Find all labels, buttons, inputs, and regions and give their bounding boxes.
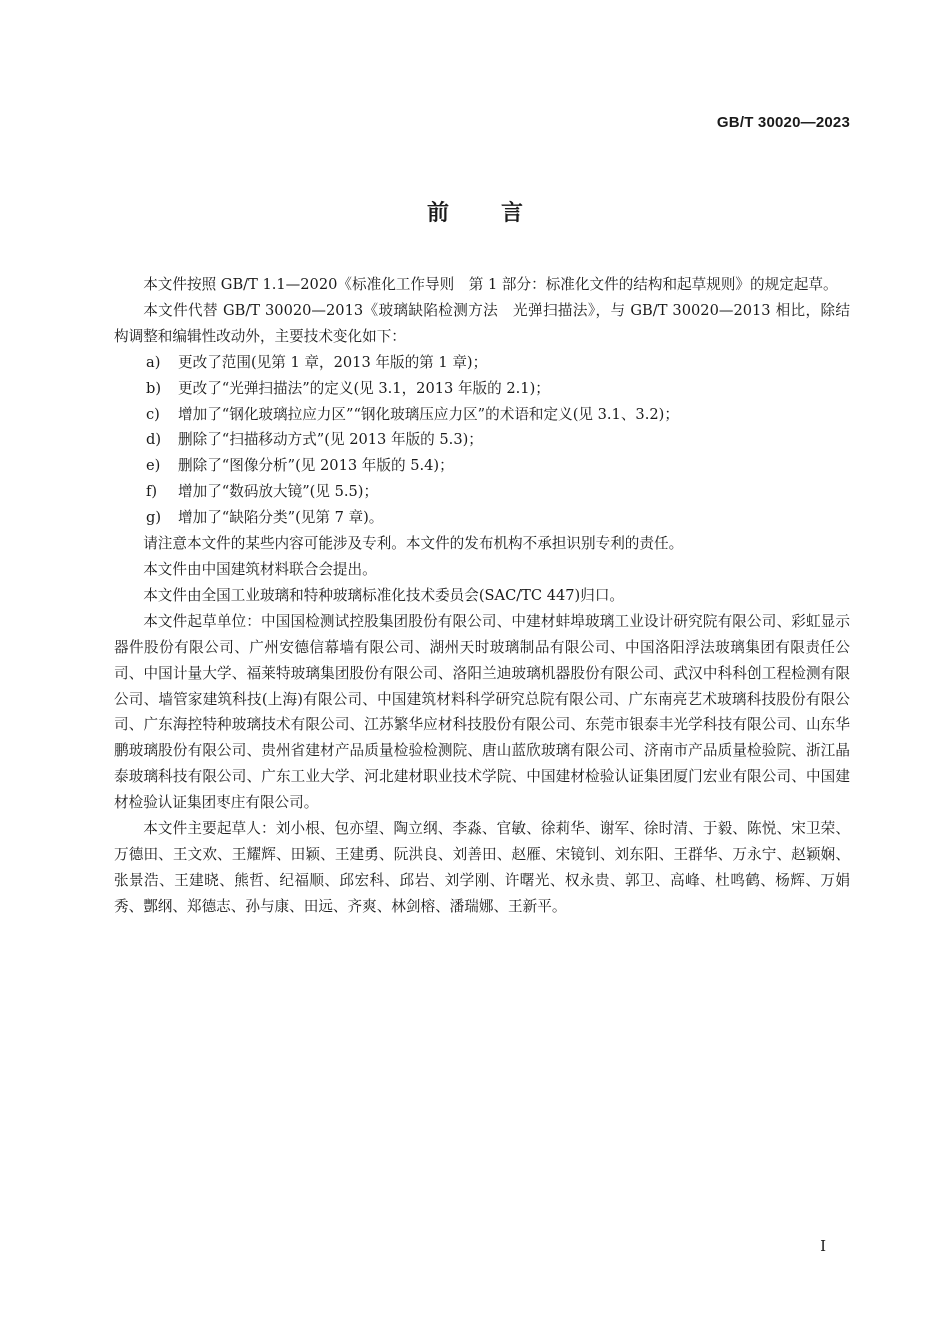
change-item xyxy=(114,479,850,505)
change-item-text: 增加了“缺陷分类”(见第 7 章)。 xyxy=(178,509,384,527)
change-item xyxy=(114,453,850,479)
change-item xyxy=(114,505,850,531)
standard-number: GB/T 30020—2023 xyxy=(716,114,850,131)
change-item-text: 增加了“钢化玻璃拉应力区”“钢化玻璃压应力区”的术语和定义(见 3.1、3.2)； xyxy=(178,405,679,423)
paragraph-drafters: 本文件主要起草人：刘小根、包亦望、陶立纲、李淼、官敏、徐莉华、谢军、徐时清、于毅、陈悦、宋卫荣、万德田、王文欢、王耀辉、田颖、王建勇、阮洪良、刘善田、赵雁、宋镜钊、刘东阳、王群华、万永宁、赵颖娴、张景浩、王建晓、熊哲、纪福顺、邱宏科、邱岩、刘学刚、许曙光、权永贵、郭卫、高峰、杜鸣鹤、杨辉、万娟秀、酆纲、郑德志、孙与康、田远、齐爽、林剑榕、潘瑞娜、王新平。 xyxy=(114,820,850,915)
paragraph-drafting-rules: 本文件按照 GB/T 1.1—2020《标准化工作导则 第 1 部分：标准化文件的结构和起草规则》的规定起草。 xyxy=(143,276,838,293)
paragraph-under-jurisdiction: 本文件由全国工业玻璃和特种玻璃标准化技术委员会(SAC/TC 447)归口。 xyxy=(143,586,625,604)
foreword-body xyxy=(114,272,850,920)
change-item-label: a) xyxy=(146,353,161,371)
change-item xyxy=(114,427,850,453)
change-item xyxy=(114,376,850,402)
paragraph-patent-notice: 请注意本文件的某些内容可能涉及专利。本文件的发布机构不承担识别专利的责任。 xyxy=(143,535,684,553)
change-item xyxy=(114,402,850,428)
change-item-label: e) xyxy=(146,457,161,475)
title-char-2: 言 xyxy=(501,201,524,226)
change-item-text: 删除了“图像分析”(见 2013 年版的 5.4)； xyxy=(178,457,454,475)
change-item-label: d) xyxy=(146,431,162,449)
change-item xyxy=(114,350,850,376)
paragraph-proposed-by: 本文件由中国建筑材料联合会提出。 xyxy=(143,560,377,578)
paragraph-drafting-units: 本文件起草单位：中国国检测试控股集团股份有限公司、中建材蚌埠玻璃工业设计研究院有限公司、彩虹显示器件股份有限公司、广州安德信幕墙有限公司、湖州天时玻璃制品有限公司、中国洛阳浮法玻璃集团有限责任公司、中国计量大学、福莱特玻璃集团股份有限公司、洛阳兰迪玻璃机器股份有限公司、武汉中科科创工程检测有限公司、墙管家建筑科技(上海)有限公司、中国建筑材料科学研究总院有限公司、广东南亮艺术玻璃科技股份有限公司、广东海控特种玻璃技术有限公司、江苏繁华应材科技股份有限公司、东莞市银泰丰光学科技有限公司、山东华鹏玻璃股份有限公司、贵州省建材产品质量检验检测院、唐山蓝欣玻璃有限公司、济南市产品质量检验院、浙江晶泰玻璃科技有限公司、广东工业大学、河北建材职业技术学院、中国建材检验认证集团厦门宏业有限公司、中国建材检验认证集团枣庄有限公司。 xyxy=(114,612,850,812)
change-item-label: b) xyxy=(146,379,162,397)
title-char-1: 前 xyxy=(426,201,449,226)
change-item-label: f) xyxy=(146,483,158,501)
change-item-text: 更改了范围(见第 1 章，2013 年版的第 1 章)； xyxy=(178,353,488,371)
change-item-label: c) xyxy=(146,405,160,423)
paragraph-replaces: 本文件代替 GB/T 30020—2013《玻璃缺陷检测方法 光弹扫描法》，与 GB/T 30020—2013 相比，除结构调整和编辑性改动外，主要技术变化如下： xyxy=(114,301,850,345)
change-item-label: g) xyxy=(146,509,162,527)
page-number: I xyxy=(820,1237,826,1255)
change-item-text: 删除了“扫描移动方式”(见 2013 年版的 5.3)； xyxy=(178,431,483,449)
change-item-text: 增加了“数码放大镜”(见 5.5)； xyxy=(178,483,379,501)
change-item-text: 更改了“光弹扫描法”的定义(见 3.1，2013 年版的 2.1)； xyxy=(178,379,550,397)
page-title xyxy=(0,196,950,227)
